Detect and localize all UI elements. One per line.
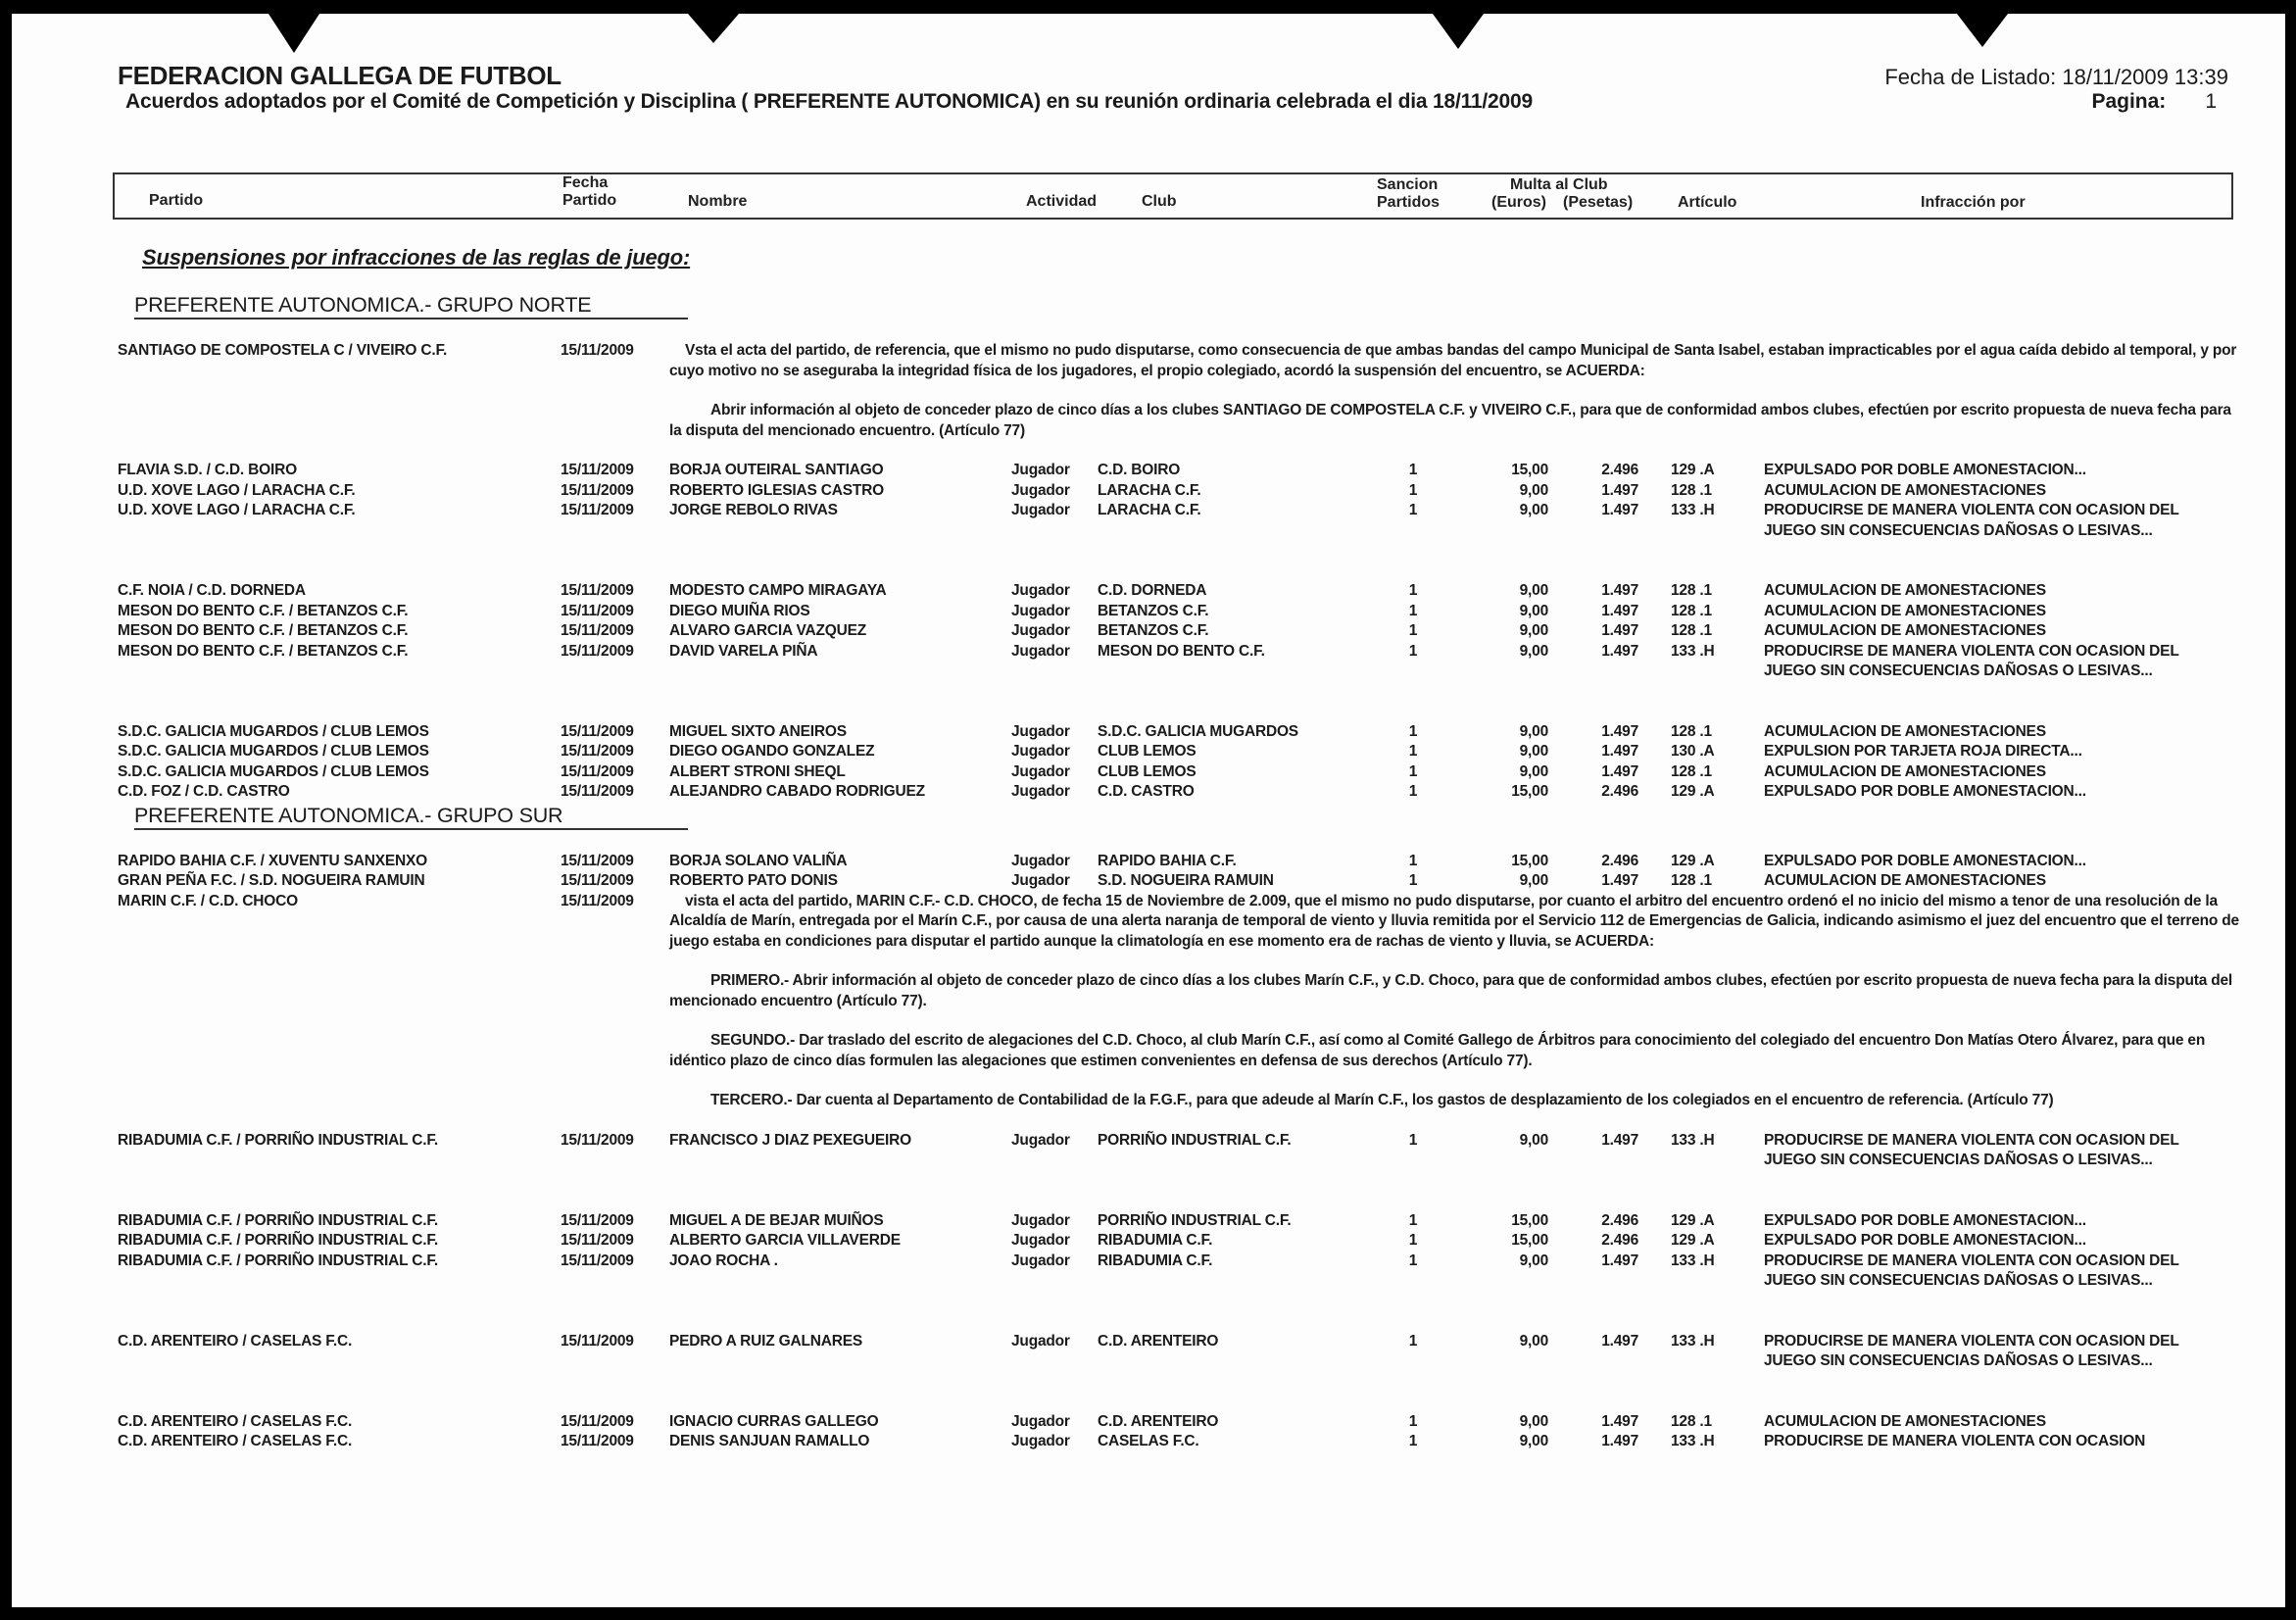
cell-fecha: 15/11/2009 — [561, 743, 634, 760]
cell-fecha: 15/11/2009 — [561, 1412, 634, 1430]
cell-actividad: Jugador — [1011, 1433, 1070, 1449]
cell-fecha: 15/11/2009 — [561, 602, 634, 619]
cell-pesetas: 1.497 — [1601, 602, 1638, 619]
resolution-paragraph: PRIMERO.- Abrir información al objeto de conceder plazo de cinco días a los clubes Marín C.F., y C.D. Choco, para que de conformidad ambos clubes, efectúen por escrito propuesta de nueva fecha para la disputa del mencionado encuentro (Artículo 77). — [669, 972, 2233, 1009]
table-row — [12, 1231, 2285, 1252]
cell-sancion: 1 — [1408, 872, 1418, 889]
document-body — [12, 243, 2285, 1452]
cell-club: C.D. BOIRO — [1098, 462, 1181, 478]
cell-pesetas: 2.496 — [1601, 1232, 1638, 1249]
scan-tear-mark — [1957, 14, 2008, 47]
cell-pesetas: 1.497 — [1601, 743, 1638, 760]
cell-sancion: 1 — [1408, 783, 1418, 800]
cell-euros: 9,00 — [1519, 642, 1548, 660]
table-row — [12, 852, 2285, 872]
cell-fecha: 15/11/2009 — [561, 762, 634, 780]
cell-infraccion: ACUMULACION DE AMONESTACIONES — [1764, 481, 2046, 499]
cell-club: RIBADUMIA C.F. — [1098, 1252, 1213, 1269]
cell-actividad: Jugador — [1011, 743, 1070, 760]
cell-club: C.D. DORNEDA — [1098, 582, 1207, 599]
cell-partido: FLAVIA S.D. / C.D. BOIRO — [118, 462, 297, 478]
col-sancion-2: Partidos — [1377, 194, 1441, 211]
cell-fecha: 15/11/2009 — [561, 502, 634, 518]
cell-club: S.D. NOGUEIRA RAMUIN — [1098, 872, 1274, 889]
cell-infraccion: EXPULSADO POR DOBLE AMONESTACION... — [1764, 462, 2086, 478]
cell-articulo: 130 .A — [1671, 743, 1715, 760]
cell-pesetas: 1.497 — [1601, 642, 1638, 660]
cell-articulo: 128 .1 — [1671, 872, 1712, 889]
table-row — [12, 1432, 2285, 1452]
cell-partido: U.D. XOVE LAGO / LARACHA C.F. — [118, 502, 356, 518]
cell-pesetas: 1.497 — [1601, 502, 1638, 518]
col-nombre: Nombre — [688, 193, 748, 210]
section-title: Suspensiones por infracciones de las reglas de juego: — [142, 245, 691, 270]
cell-actividad: Jugador — [1011, 481, 1070, 499]
table-row — [12, 871, 2285, 892]
cell-partido: MESON DO BENTO C.F. / BETANZOS C.F. — [118, 622, 409, 639]
col-partido: Partido — [149, 192, 204, 209]
cell-euros: 9,00 — [1519, 722, 1548, 740]
cell-pesetas: 1.497 — [1601, 1332, 1638, 1350]
cell-partido: RIBADUMIA C.F. / PORRIÑO INDUSTRIAL C.F. — [118, 1232, 438, 1249]
cell-actividad: Jugador — [1011, 722, 1070, 740]
cell-partido: MARIN C.F. / C.D. CHOCO — [118, 892, 298, 909]
cell-fecha: 15/11/2009 — [561, 1232, 634, 1249]
cell-club: CLUB LEMOS — [1098, 743, 1197, 760]
cell-euros: 9,00 — [1519, 1131, 1548, 1149]
col-club: Club — [1142, 193, 1177, 210]
cell-infraccion: PRODUCIRSE DE MANERA VIOLENTA CON OCASION DEL JUEGO SIN CONSECUENCIAS DAÑOSAS O LESIVAS... — [1764, 1332, 2179, 1369]
cell-pesetas: 2.496 — [1601, 462, 1638, 478]
cell-euros: 9,00 — [1519, 872, 1548, 889]
cell-fecha: 15/11/2009 — [561, 1433, 634, 1449]
resolution-paragraph: vista el acta del partido, MARIN C.F.- C.D. CHOCO, de fecha 15 de Noviembre de 2.009, que el mismo no pudo disputarse, por cuanto el arbitro del encuentro ordenó el no inicio del mismo a tenor de una resolución de la Alcaldía de Marín, entregada por el Marín C.F., por causa de una alerta naranja de temporal de viento y lluvia remitida por el Servicio 112 de Emergencias de Galicia, indicando asimismo el juez del encuentro que el terreno de juego estaba en condiciones para disputar el partido aunque la climatología en ese momento era de rachas de viento y lluvia, se ACUERDA: — [669, 892, 2239, 950]
cell-sancion: 1 — [1408, 1332, 1418, 1350]
cell-actividad: Jugador — [1011, 502, 1070, 518]
cell-actividad: Jugador — [1011, 602, 1070, 619]
resolution-paragraph: SEGUNDO.- Dar traslado del escrito de alegaciones del C.D. Choco, al club Marín C.F., así como al Comité Gallego de Árbitros para conocimiento del colegiado del encuentro Don Matías Otero Álvarez, para que en idéntico plazo de cinco días formulen las alegaciones que estimen convenientes en defensa de sus derechos (Artículo 77). — [669, 1032, 2206, 1069]
cell-euros: 15,00 — [1511, 852, 1548, 869]
cell-articulo: 133 .H — [1671, 1433, 1715, 1449]
cell-nombre: MIGUEL SIXTO ANEIROS — [669, 722, 847, 740]
cell-articulo: 128 .1 — [1671, 1412, 1712, 1430]
cell-infraccion: ACUMULACION DE AMONESTACIONES — [1764, 622, 2046, 639]
cell-pesetas: 1.497 — [1601, 582, 1638, 599]
cell-nombre: BORJA OUTEIRAL SANTIAGO — [669, 462, 884, 478]
cell-infraccion: PRODUCIRSE DE MANERA VIOLENTA CON OCASION — [1764, 1433, 2146, 1449]
cell-club: CASELAS F.C. — [1098, 1433, 1199, 1449]
cell-euros: 15,00 — [1511, 462, 1548, 478]
cell-partido: RAPIDO BAHIA C.F. / XUVENTU SANXENXO — [118, 852, 428, 869]
cell-actividad: Jugador — [1011, 582, 1070, 599]
col-infraccion: Infracción por — [1921, 194, 2026, 211]
cell-fecha: 15/11/2009 — [561, 852, 634, 869]
page-number: 1 — [2205, 90, 2217, 113]
cell-club: CLUB LEMOS — [1098, 762, 1197, 780]
cell-euros: 9,00 — [1519, 481, 1548, 499]
cell-actividad: Jugador — [1011, 1412, 1070, 1430]
table-row — [12, 642, 2285, 722]
table-row — [12, 782, 2285, 803]
cell-articulo: 129 .A — [1671, 1211, 1715, 1229]
cell-infraccion: ACUMULACION DE AMONESTACIONES — [1764, 602, 2046, 619]
group-heading: PREFERENTE AUTONOMICA.- GRUPO SUR — [134, 803, 688, 830]
cell-sancion: 1 — [1408, 582, 1418, 599]
cell-club: MESON DO BENTO C.F. — [1098, 642, 1265, 660]
cell-partido: MESON DO BENTO C.F. / BETANZOS C.F. — [118, 642, 409, 660]
cell-infraccion: PRODUCIRSE DE MANERA VIOLENTA CON OCASION DEL JUEGO SIN CONSECUENCIAS DAÑOSAS O LESIVAS... — [1764, 502, 2179, 539]
cell-fecha: 15/11/2009 — [561, 1211, 634, 1229]
cell-actividad: Jugador — [1011, 783, 1070, 800]
table-header — [113, 172, 2233, 220]
col-multa: Multa al Club — [1510, 176, 1608, 193]
group-heading: PREFERENTE AUTONOMICA.- GRUPO NORTE — [134, 292, 688, 319]
cell-pesetas: 1.497 — [1601, 1433, 1638, 1449]
cell-articulo: 133 .H — [1671, 1332, 1715, 1350]
cell-nombre: IGNACIO CURRAS GALLEGO — [669, 1412, 879, 1430]
col-fecha-1: Fecha — [562, 174, 609, 191]
scan-tear-mark — [1433, 14, 1484, 49]
cell-actividad: Jugador — [1011, 1252, 1070, 1269]
resolution-block — [12, 892, 2285, 1111]
table-row — [12, 722, 2285, 743]
scan-tear-mark — [269, 14, 319, 53]
cell-nombre: DAVID VARELA PIÑA — [669, 642, 818, 660]
cell-partido: S.D.C. GALICIA MUGARDOS / CLUB LEMOS — [118, 743, 429, 760]
cell-actividad: Jugador — [1011, 872, 1070, 889]
cell-nombre: ALBERTO GARCIA VILLAVERDE — [669, 1232, 901, 1249]
cell-club: C.D. CASTRO — [1098, 783, 1195, 800]
cell-club: S.D.C. GALICIA MUGARDOS — [1098, 722, 1298, 740]
document-title: FEDERACION GALLEGA DE FUTBOL — [118, 61, 562, 90]
cell-nombre: DIEGO OGANDO GONZALEZ — [669, 743, 875, 760]
cell-articulo: 128 .1 — [1671, 481, 1712, 499]
cell-infraccion: EXPULSION POR TARJETA ROJA DIRECTA... — [1764, 743, 2082, 760]
cell-articulo: 133 .H — [1671, 642, 1715, 660]
cell-partido: RIBADUMIA C.F. / PORRIÑO INDUSTRIAL C.F. — [118, 1131, 438, 1149]
cell-pesetas: 2.496 — [1601, 783, 1638, 800]
cell-infraccion: ACUMULACION DE AMONESTACIONES — [1764, 872, 2046, 889]
cell-sancion: 1 — [1408, 462, 1418, 478]
cell-partido: C.D. FOZ / C.D. CASTRO — [118, 783, 290, 800]
table-row — [12, 762, 2285, 783]
cell-sancion: 1 — [1408, 502, 1418, 518]
table-row — [12, 621, 2285, 642]
cell-fecha: 15/11/2009 — [561, 481, 634, 499]
cell-club: RAPIDO BAHIA C.F. — [1098, 852, 1237, 869]
col-fecha-2: Partido — [562, 192, 617, 209]
cell-sancion: 1 — [1408, 602, 1418, 619]
table-row — [12, 581, 2285, 602]
cell-fecha: 15/11/2009 — [561, 783, 634, 800]
cell-pesetas: 1.497 — [1601, 762, 1638, 780]
cell-actividad: Jugador — [1011, 1232, 1070, 1249]
table-row — [12, 1211, 2285, 1232]
cell-fecha: 15/11/2009 — [561, 1252, 634, 1269]
cell-partido: GRAN PEÑA F.C. / S.D. NOGUEIRA RAMUIN — [118, 872, 425, 889]
cell-club: BETANZOS C.F. — [1098, 622, 1209, 639]
cell-pesetas: 1.497 — [1601, 1252, 1638, 1269]
table-row — [12, 1252, 2285, 1332]
cell-club: RIBADUMIA C.F. — [1098, 1232, 1213, 1249]
cell-nombre: ALBERT STRONI SHEQL — [669, 762, 846, 780]
cell-sancion: 1 — [1408, 1131, 1418, 1149]
cell-club: C.D. ARENTEIRO — [1098, 1332, 1219, 1350]
cell-euros: 9,00 — [1519, 1252, 1548, 1269]
cell-partido: S.D.C. GALICIA MUGARDOS / CLUB LEMOS — [118, 762, 429, 780]
cell-pesetas: 1.497 — [1601, 722, 1638, 740]
cell-club: C.D. ARENTEIRO — [1098, 1412, 1219, 1430]
col-articulo: Artículo — [1678, 194, 1737, 211]
cell-nombre: MODESTO CAMPO MIRAGAYA — [669, 582, 887, 599]
cell-articulo: 133 .H — [1671, 1131, 1715, 1149]
page-indicator — [2091, 90, 2217, 114]
cell-pesetas: 1.497 — [1601, 622, 1638, 639]
cell-fecha: 15/11/2009 — [561, 1332, 634, 1350]
cell-partido: MESON DO BENTO C.F. / BETANZOS C.F. — [118, 602, 409, 619]
cell-club: PORRIÑO INDUSTRIAL C.F. — [1098, 1211, 1292, 1229]
cell-club: BETANZOS C.F. — [1098, 602, 1209, 619]
cell-euros: 9,00 — [1519, 1412, 1548, 1430]
cell-fecha: 15/11/2009 — [561, 462, 634, 478]
cell-sancion: 1 — [1408, 1232, 1418, 1249]
cell-articulo: 128 .1 — [1671, 622, 1712, 639]
cell-sancion: 1 — [1408, 743, 1418, 760]
cell-pesetas: 1.497 — [1601, 1412, 1638, 1430]
cell-partido: C.D. ARENTEIRO / CASELAS F.C. — [118, 1433, 353, 1449]
cell-euros: 9,00 — [1519, 1332, 1548, 1350]
cell-sancion: 1 — [1408, 852, 1418, 869]
cell-club: PORRIÑO INDUSTRIAL C.F. — [1098, 1131, 1292, 1149]
cell-nombre: PEDRO A RUIZ GALNARES — [669, 1332, 863, 1350]
table-row — [12, 742, 2285, 762]
cell-fecha: 15/11/2009 — [561, 642, 634, 660]
cell-infraccion: EXPULSADO POR DOBLE AMONESTACION... — [1764, 1232, 2086, 1249]
cell-actividad: Jugador — [1011, 762, 1070, 780]
cell-actividad: Jugador — [1011, 852, 1070, 869]
cell-nombre: FRANCISCO J DIAZ PEXEGUEIRO — [669, 1131, 911, 1149]
cell-nombre: ROBERTO PATO DONIS — [669, 872, 838, 889]
cell-nombre: BORJA SOLANO VALIÑA — [669, 852, 848, 869]
cell-articulo: 128 .1 — [1671, 762, 1712, 780]
cell-nombre: DENIS SANJUAN RAMALLO — [669, 1433, 870, 1449]
cell-euros: 9,00 — [1519, 502, 1548, 518]
cell-euros: 9,00 — [1519, 582, 1548, 599]
cell-partido: S.D.C. GALICIA MUGARDOS / CLUB LEMOS — [118, 722, 429, 740]
cell-sancion: 1 — [1408, 762, 1418, 780]
cell-partido: C.D. ARENTEIRO / CASELAS F.C. — [118, 1412, 353, 1430]
cell-nombre: MIGUEL A DE BEJAR MUIÑOS — [669, 1211, 884, 1229]
cell-infraccion: ACUMULACION DE AMONESTACIONES — [1764, 722, 2046, 740]
cell-articulo: 129 .A — [1671, 462, 1715, 478]
cell-sancion: 1 — [1408, 481, 1418, 499]
cell-pesetas: 2.496 — [1601, 1211, 1638, 1229]
page-label: Pagina: — [2091, 90, 2167, 113]
cell-infraccion: EXPULSADO POR DOBLE AMONESTACION... — [1764, 783, 2086, 800]
cell-partido: C.F. NOIA / C.D. DORNEDA — [118, 582, 306, 599]
cell-articulo: 128 .1 — [1671, 582, 1712, 599]
cell-articulo: 129 .A — [1671, 852, 1715, 869]
cell-infraccion: ACUMULACION DE AMONESTACIONES — [1764, 762, 2046, 780]
cell-pesetas: 1.497 — [1601, 1131, 1638, 1149]
cell-fecha: 15/11/2009 — [561, 872, 634, 889]
table-row — [12, 1332, 2285, 1412]
cell-euros: 9,00 — [1519, 762, 1548, 780]
col-actividad: Actividad — [1026, 193, 1098, 210]
cell-nombre: ALVARO GARCIA VAZQUEZ — [669, 622, 867, 639]
table-row — [12, 1412, 2285, 1433]
cell-sancion: 1 — [1408, 622, 1418, 639]
cell-articulo: 133 .H — [1671, 502, 1715, 518]
listing-date: Fecha de Listado: 18/11/2009 13:39 — [1884, 65, 2228, 89]
resolution-block — [12, 341, 2285, 441]
table-row — [12, 501, 2285, 581]
cell-partido: RIBADUMIA C.F. / PORRIÑO INDUSTRIAL C.F. — [118, 1252, 438, 1269]
cell-euros: 9,00 — [1519, 622, 1548, 639]
cell-articulo: 133 .H — [1671, 1252, 1715, 1269]
cell-sancion: 1 — [1408, 1252, 1418, 1269]
cell-articulo: 128 .1 — [1671, 602, 1712, 619]
cell-partido: U.D. XOVE LAGO / LARACHA C.F. — [118, 481, 356, 499]
cell-infraccion: PRODUCIRSE DE MANERA VIOLENTA CON OCASION DEL JUEGO SIN CONSECUENCIAS DAÑOSAS O LESIVAS... — [1764, 642, 2179, 679]
cell-euros: 15,00 — [1511, 1211, 1548, 1229]
cell-pesetas: 1.497 — [1601, 481, 1638, 499]
cell-fecha: 15/11/2009 — [561, 892, 634, 909]
cell-pesetas: 1.497 — [1601, 872, 1638, 889]
cell-nombre: JOAO ROCHA . — [669, 1252, 778, 1269]
cell-pesetas: 2.496 — [1601, 852, 1638, 869]
cell-nombre: ROBERTO IGLESIAS CASTRO — [669, 481, 885, 499]
cell-fecha: 15/11/2009 — [561, 622, 634, 639]
cell-club: LARACHA C.F. — [1098, 502, 1201, 518]
cell-nombre: DIEGO MUIÑA RIOS — [669, 602, 810, 619]
cell-actividad: Jugador — [1011, 1131, 1070, 1149]
cell-nombre: JORGE REBOLO RIVAS — [669, 502, 838, 518]
cell-euros: 15,00 — [1511, 1232, 1548, 1249]
cell-actividad: Jugador — [1011, 622, 1070, 639]
cell-actividad: Jugador — [1011, 1332, 1070, 1350]
cell-partido: C.D. ARENTEIRO / CASELAS F.C. — [118, 1332, 353, 1350]
cell-sancion: 1 — [1408, 1412, 1418, 1430]
cell-infraccion: ACUMULACION DE AMONESTACIONES — [1764, 1412, 2046, 1430]
cell-club: LARACHA C.F. — [1098, 481, 1201, 499]
document-page — [12, 14, 2285, 1607]
cell-fecha: 15/11/2009 — [561, 722, 634, 740]
col-sancion-1: Sancion — [1377, 176, 1439, 193]
cell-actividad: Jugador — [1011, 1211, 1070, 1229]
resolution-text — [669, 892, 2247, 1111]
cell-euros: 15,00 — [1511, 783, 1548, 800]
cell-infraccion: PRODUCIRSE DE MANERA VIOLENTA CON OCASION DEL JUEGO SIN CONSECUENCIAS DAÑOSAS O LESIVAS... — [1764, 1131, 2179, 1168]
cell-actividad: Jugador — [1011, 462, 1070, 478]
resolution-paragraph: TERCERO.- Dar cuenta al Departamento de Contabilidad de la F.G.F., para que adeude al Marín C.F., los gastos de desplazamiento de los colegiados en el encuentro de referencia. (Artículo 77) — [710, 1092, 2054, 1108]
table-row — [12, 461, 2285, 481]
col-pesetas: (Pesetas) — [1563, 194, 1634, 211]
cell-sancion: 1 — [1408, 1211, 1418, 1229]
cell-actividad: Jugador — [1011, 642, 1070, 660]
cell-fecha: 15/11/2009 — [561, 1131, 634, 1149]
cell-infraccion: ACUMULACION DE AMONESTACIONES — [1764, 582, 2046, 599]
resolution-paragraph: Vsta el acta del partido, de referencia, que el mismo no pudo disputarse, como consecuencia de que ambas bandas del campo Municipal de Santa Isabel, estaban impracticables por el agua caída debido al temporal, y por cuyo motivo no se aseguraba la integridad física de los jugadores, el propio colegiado, acordó la suspensión del encuentro, se ACUERDA: — [669, 342, 2237, 379]
cell-sancion: 1 — [1408, 1433, 1418, 1449]
cell-fecha: 15/11/2009 — [561, 582, 634, 599]
cell-euros: 9,00 — [1519, 602, 1548, 619]
cell-sancion: 1 — [1408, 722, 1418, 740]
cell-infraccion: EXPULSADO POR DOBLE AMONESTACION... — [1764, 1211, 2086, 1229]
table-row — [12, 481, 2285, 502]
scan-tear-mark — [688, 14, 739, 43]
table-row — [12, 1131, 2285, 1211]
resolution-text — [669, 341, 2247, 441]
cell-fecha: 15/11/2009 — [561, 342, 634, 359]
cell-sancion: 1 — [1408, 642, 1418, 660]
cell-euros: 9,00 — [1519, 743, 1548, 760]
document-subtitle: Acuerdos adoptados por el Comité de Competición y Disciplina ( PREFERENTE AUTONOMICA) en su reunión ordinaria celebrada el dia 18/11/2009 — [125, 90, 1533, 113]
resolution-paragraph: Abrir información al objeto de conceder plazo de cinco días a los clubes SANTIAGO DE COMPOSTELA C.F. y VIVEIRO C.F., para que de conformidad ambos clubes, efectúen por escrito propuesta de nueva fecha para la disputa del mencionado encuentro. (Artículo 77) — [669, 402, 2231, 439]
cell-articulo: 129 .A — [1671, 1232, 1715, 1249]
cell-partido: RIBADUMIA C.F. / PORRIÑO INDUSTRIAL C.F. — [118, 1211, 438, 1229]
cell-articulo: 128 .1 — [1671, 722, 1712, 740]
cell-articulo: 129 .A — [1671, 783, 1715, 800]
cell-infraccion: PRODUCIRSE DE MANERA VIOLENTA CON OCASION DEL JUEGO SIN CONSECUENCIAS DAÑOSAS O LESIVAS... — [1764, 1252, 2179, 1289]
cell-euros: 9,00 — [1519, 1433, 1548, 1449]
col-euros: (Euros) — [1491, 194, 1546, 211]
cell-nombre: ALEJANDRO CABADO RODRIGUEZ — [669, 783, 925, 800]
cell-infraccion: EXPULSADO POR DOBLE AMONESTACION... — [1764, 852, 2086, 869]
table-row — [12, 602, 2285, 622]
cell-partido: SANTIAGO DE COMPOSTELA C / VIVEIRO C.F. — [118, 342, 448, 359]
